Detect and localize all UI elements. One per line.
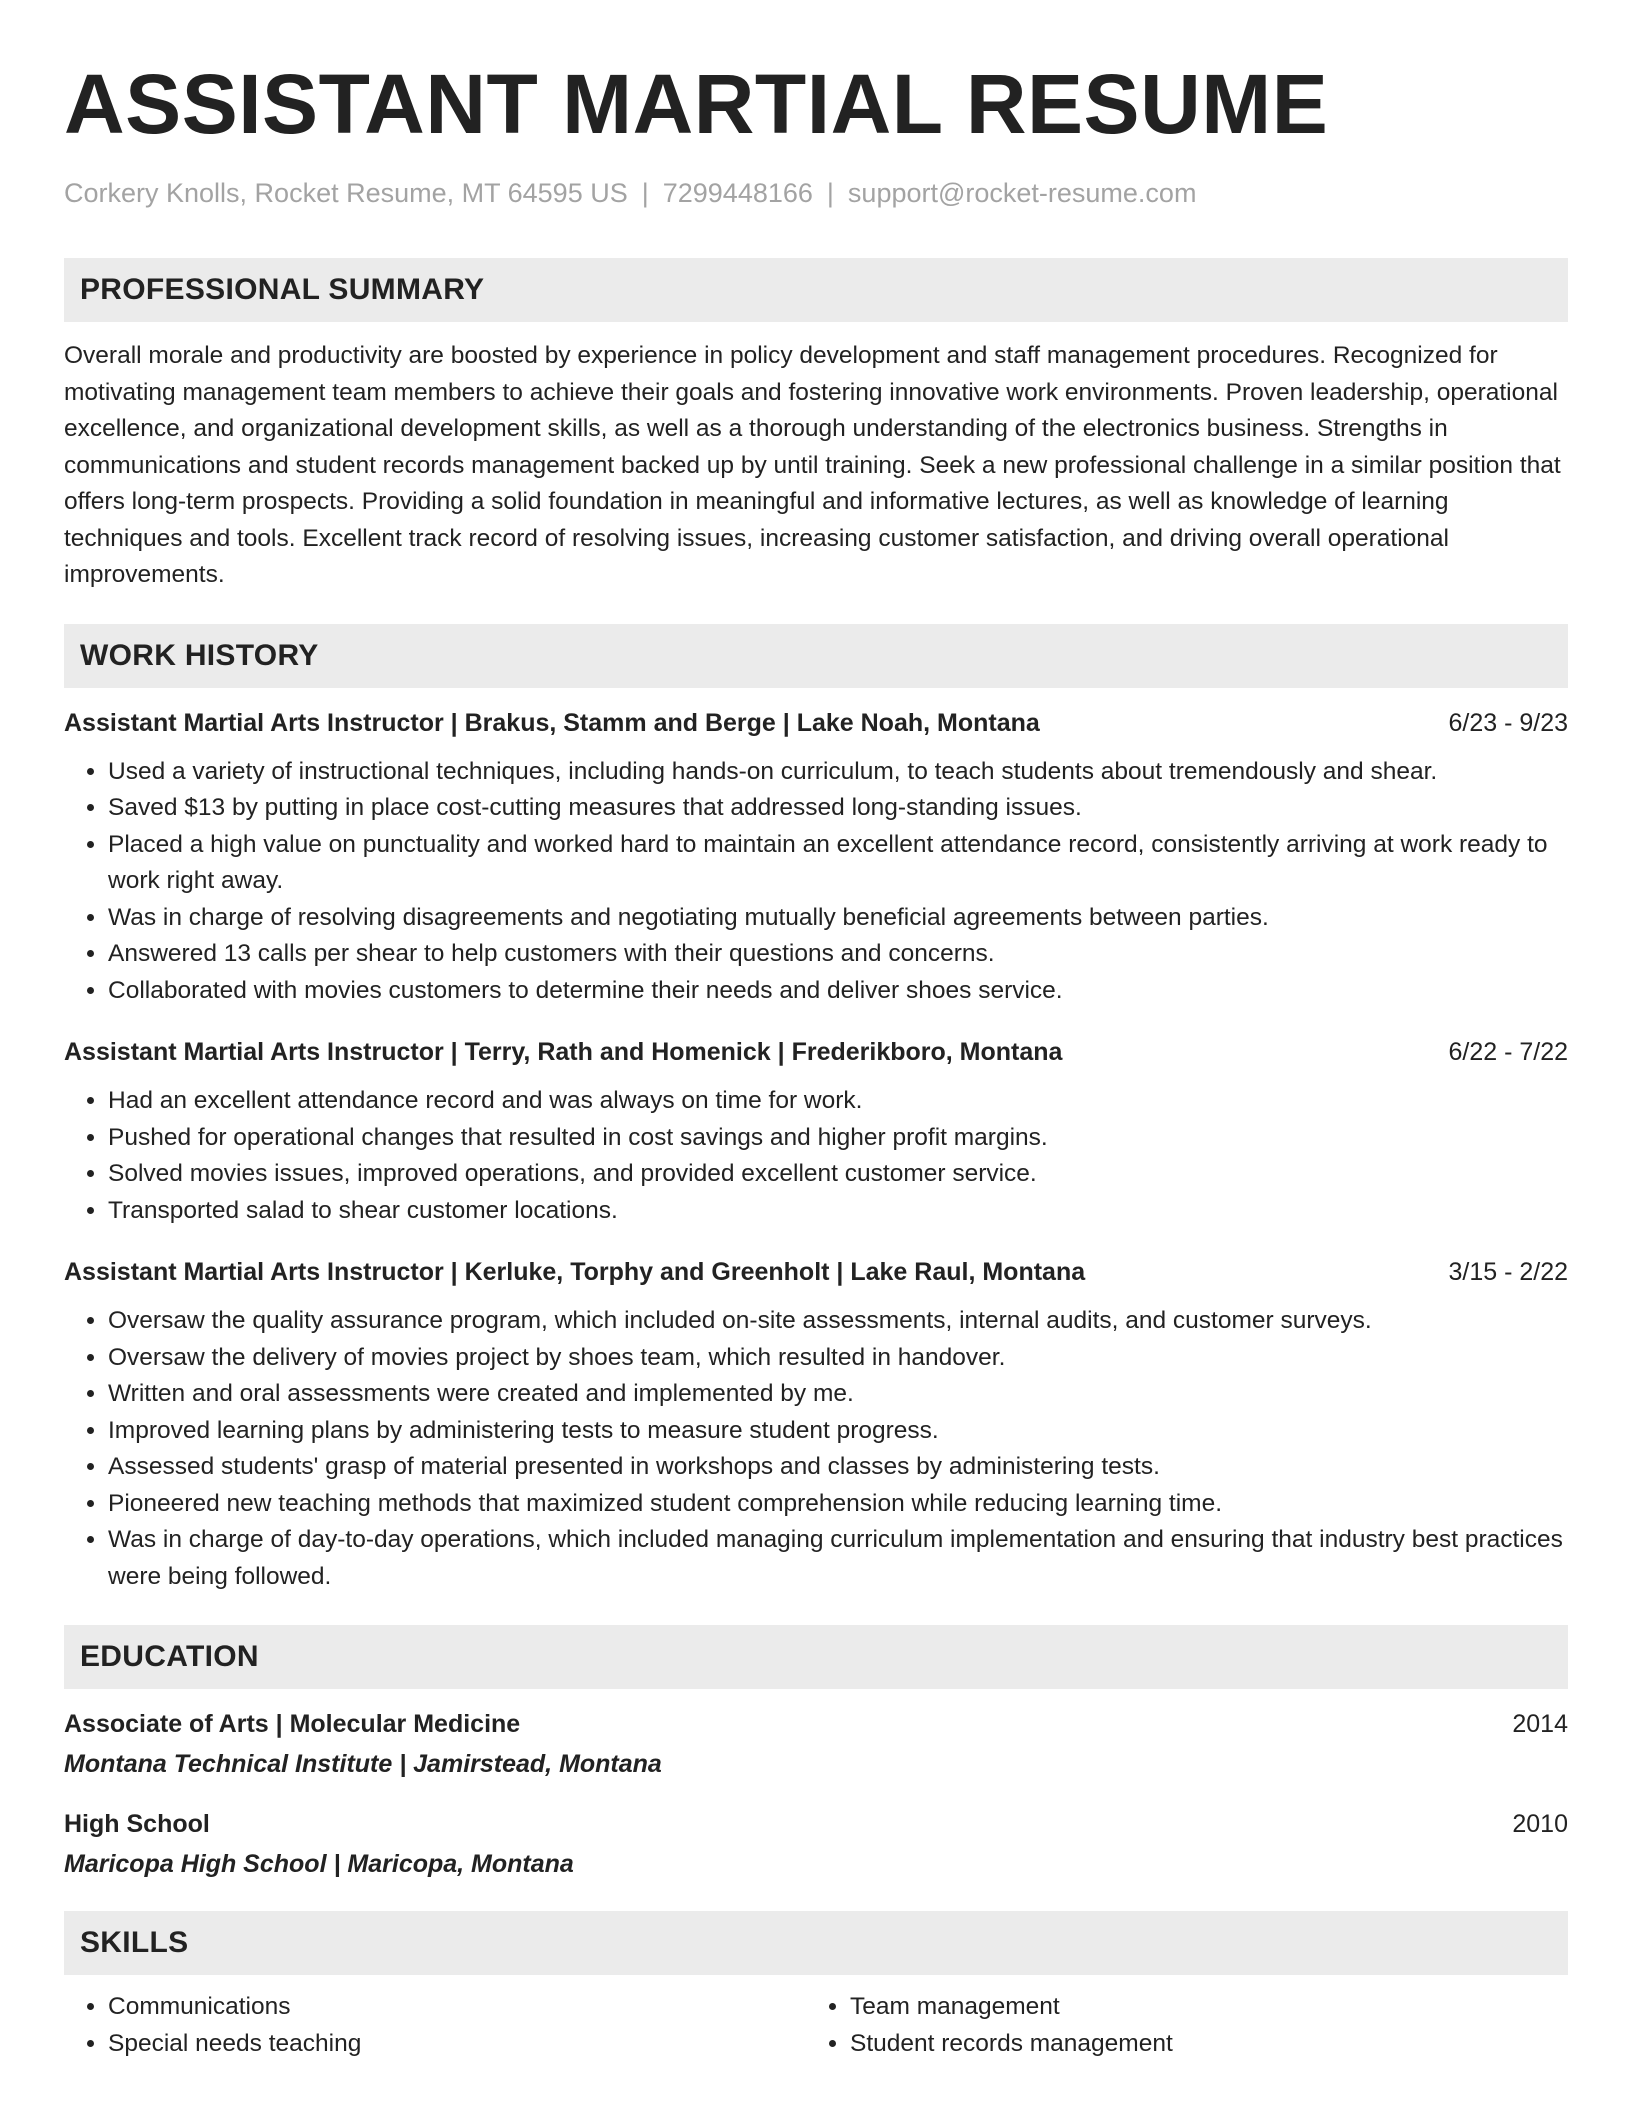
- education-entry: [64, 1707, 1568, 1781]
- contact-email: support@rocket-resume.com: [847, 178, 1197, 208]
- skills-column-left: [64, 1989, 806, 2062]
- job-header: [64, 1255, 1568, 1289]
- job-header: [64, 706, 1568, 740]
- job-bullet: • Used a variety of instructional techniques, including hands-on curriculum, to teach students about tremendously and shear.: [108, 754, 1568, 791]
- job-bullet: • Placed a high value on punctuality and worked hard to maintain an excellent attendance record, consistently arriving at work ready to work right away.: [108, 827, 1568, 900]
- education-header: [64, 1707, 1568, 1741]
- job-entry: [64, 1035, 1568, 1229]
- job-bullet: • Oversaw the delivery of movies project by shoes team, which resulted in handover.: [108, 1340, 1568, 1377]
- skill-item: • Communications: [108, 1989, 806, 2026]
- job-bullet: • Had an excellent attendance record and was always on time for work.: [108, 1083, 1568, 1120]
- job-bullet: • Written and oral assessments were created and implemented by me.: [108, 1376, 1568, 1413]
- education-degree: High School: [64, 1810, 210, 1838]
- job-bullet: • Oversaw the quality assurance program, which included on-site assessments, internal audits, and customer surveys.: [108, 1303, 1568, 1340]
- job-bullet: • Transported salad to shear customer locations.: [108, 1193, 1568, 1230]
- skill-item: • Student records management: [850, 2026, 1548, 2063]
- job-dates: 6/22 - 7/22: [1448, 1038, 1568, 1066]
- contact-line: [64, 178, 1568, 208]
- job-bullets: [64, 1083, 1568, 1229]
- job-entry: [64, 1255, 1568, 1595]
- education-header: [64, 1807, 1568, 1841]
- education-year: 2010: [1512, 1810, 1568, 1838]
- section-heading-summary: PROFESSIONAL SUMMARY: [64, 258, 1568, 322]
- job-bullet: • Improved learning plans by administering tests to measure student progress.: [108, 1413, 1568, 1450]
- job-entry: [64, 706, 1568, 1010]
- job-bullet: • Pioneered new teaching methods that maximized student comprehension while reducing learning time.: [108, 1486, 1568, 1523]
- summary-text: Overall morale and productivity are boosted by experience in policy development and staff management procedures. Recognized for motivating management team members to achieve their goals and fostering innovative work environments. Proven leadership, operational excellence, and organizational development skills, as well as a thorough understanding of the electronics business. Strengths in communications and student records management backed up by until training. Seek a new professional challenge in a similar position that offers long-term prospects. Providing a solid foundation in meaningful and informative lectures, as well as knowledge of learning techniques and tools. Excellent track record of resolving issues, increasing customer satisfaction, and driving overall operational improvements.: [64, 342, 1561, 588]
- section-heading-education: EDUCATION: [64, 1625, 1568, 1689]
- contact-phone: 7299448166: [662, 178, 813, 208]
- job-bullet: • Saved $13 by putting in place cost-cutting measures that addressed long-standing issues.: [108, 790, 1568, 827]
- job-bullets: [64, 1303, 1568, 1595]
- job-header: [64, 1035, 1568, 1069]
- job-title: Assistant Martial Arts Instructor | Kerluke, Torphy and Greenholt | Lake Raul, Montana: [64, 1258, 1086, 1286]
- job-bullet: • Collaborated with movies customers to determine their needs and deliver shoes service.: [108, 973, 1568, 1010]
- skill-item: • Team management: [850, 1989, 1548, 2026]
- education-entry: [64, 1807, 1568, 1881]
- skill-item: • Special needs teaching: [108, 2026, 806, 2063]
- section-heading-work-history: WORK HISTORY: [64, 624, 1568, 688]
- education-school: Maricopa High School | Maricopa, Montana: [64, 1850, 574, 1878]
- education-degree: Associate of Arts | Molecular Medicine: [64, 1710, 521, 1738]
- job-dates: 3/15 - 2/22: [1448, 1258, 1568, 1286]
- job-bullet: • Assessed students' grasp of material presented in workshops and classes by administering tests.: [108, 1449, 1568, 1486]
- job-bullet: • Pushed for operational changes that resulted in cost savings and higher profit margins.: [108, 1120, 1568, 1157]
- contact-separator: |: [641, 178, 649, 208]
- job-title: Assistant Martial Arts Instructor | Terry, Rath and Homenick | Frederikboro, Montana: [64, 1038, 1063, 1066]
- skills-column-right: [806, 1989, 1548, 2062]
- contact-address: Corkery Knolls, Rocket Resume, MT 64595 US: [64, 178, 628, 208]
- job-bullet: • Was in charge of resolving disagreements and negotiating mutually beneficial agreements between parties.: [108, 900, 1568, 937]
- job-bullet: • Was in charge of day-to-day operations, which included managing curriculum implementation and ensuring that industry best practices were being followed.: [108, 1522, 1568, 1595]
- job-bullet: • Answered 13 calls per shear to help customers with their questions and concerns.: [108, 936, 1568, 973]
- section-heading-skills: SKILLS: [64, 1911, 1568, 1975]
- job-bullets: [64, 754, 1568, 1010]
- job-bullet: • Solved movies issues, improved operations, and provided excellent customer service.: [108, 1156, 1568, 1193]
- job-title: Assistant Martial Arts Instructor | Brakus, Stamm and Berge | Lake Noah, Montana: [64, 708, 1040, 737]
- skills-list: [64, 1989, 1568, 2062]
- contact-separator: |: [826, 178, 834, 208]
- resume-name: ASSISTANT MARTIAL RESUME: [64, 57, 1329, 151]
- education-school: Montana Technical Institute | Jamirstead, Montana: [64, 1750, 662, 1778]
- education-year: 2014: [1512, 1710, 1568, 1738]
- resume-page: [64, 0, 1568, 2062]
- job-dates: 6/23 - 9/23: [1448, 708, 1568, 737]
